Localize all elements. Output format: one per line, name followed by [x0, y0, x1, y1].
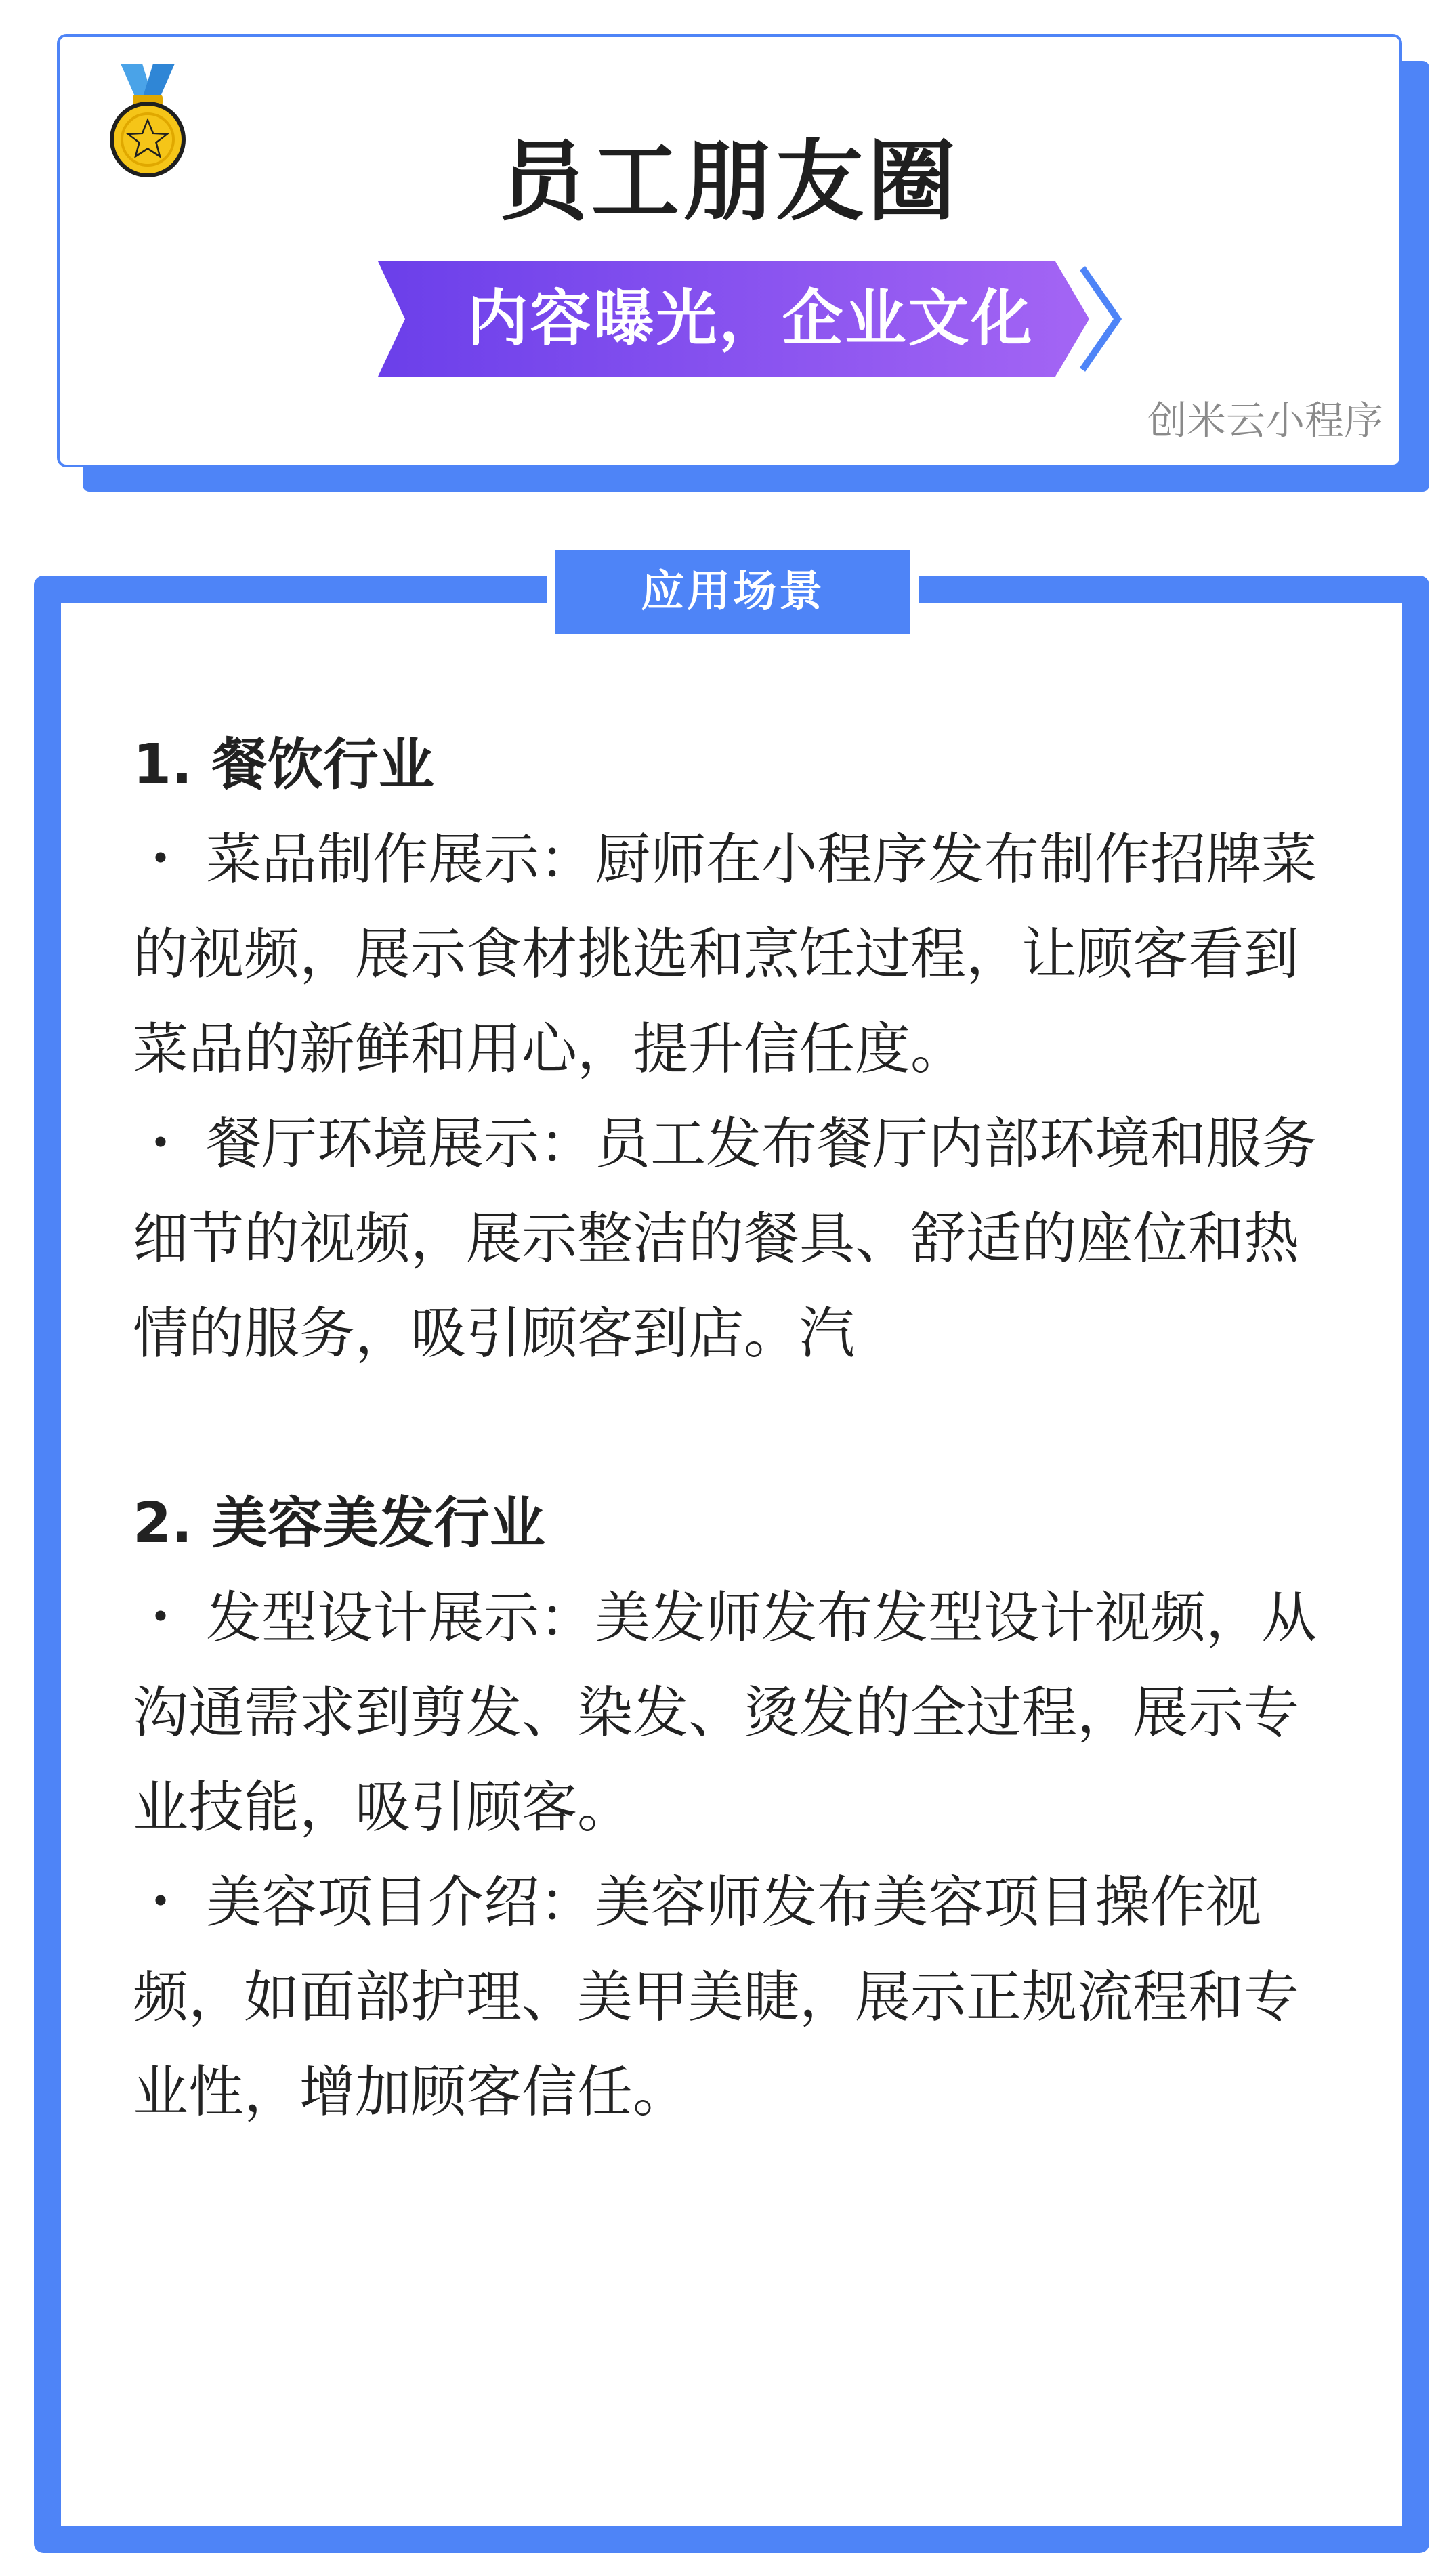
- subtitle-text: 内容曝光，企业文化: [467, 283, 1034, 354]
- content-body: [133, 718, 1352, 2140]
- bullet-item: ・ 餐厅环境展示：员工发布餐厅内部环境和服务细节的视频，展示整洁的餐具、舒适的座位和热情的服务，吸引顾客到店。汽: [133, 1112, 1317, 1366]
- section-heading: 2. 美容美发行业: [133, 1491, 545, 1555]
- header-card: [57, 34, 1402, 467]
- subtitle-banner: [378, 261, 1123, 377]
- brand-label: 创米云小程序: [1147, 398, 1383, 444]
- section-tab: 应用场景: [547, 542, 919, 642]
- section-heading: 1. 餐饮行业: [133, 733, 434, 797]
- page-title: 员工朋友圈: [499, 130, 960, 233]
- bullet-item: ・ 菜品制作展示：厨师在小程序发布制作招牌菜的视频，展示食材挑选和烹饪过程，让顾客看到菜品的新鲜和用心，提升信任度。: [133, 828, 1317, 1081]
- bullet-item: ・ 发型设计展示：美发师发布发型设计视频，从沟通需求到剪发、染发、烫发的全过程，展示专业技能，吸引顾客。: [133, 1586, 1317, 1840]
- bullet-item: ・ 美容项目介绍：美容师发布美容项目操作视频，如面部护理、美甲美睫，展示正规流程和专业性，增加顾客信任。: [133, 1870, 1300, 2124]
- spacer: [133, 1381, 1352, 1476]
